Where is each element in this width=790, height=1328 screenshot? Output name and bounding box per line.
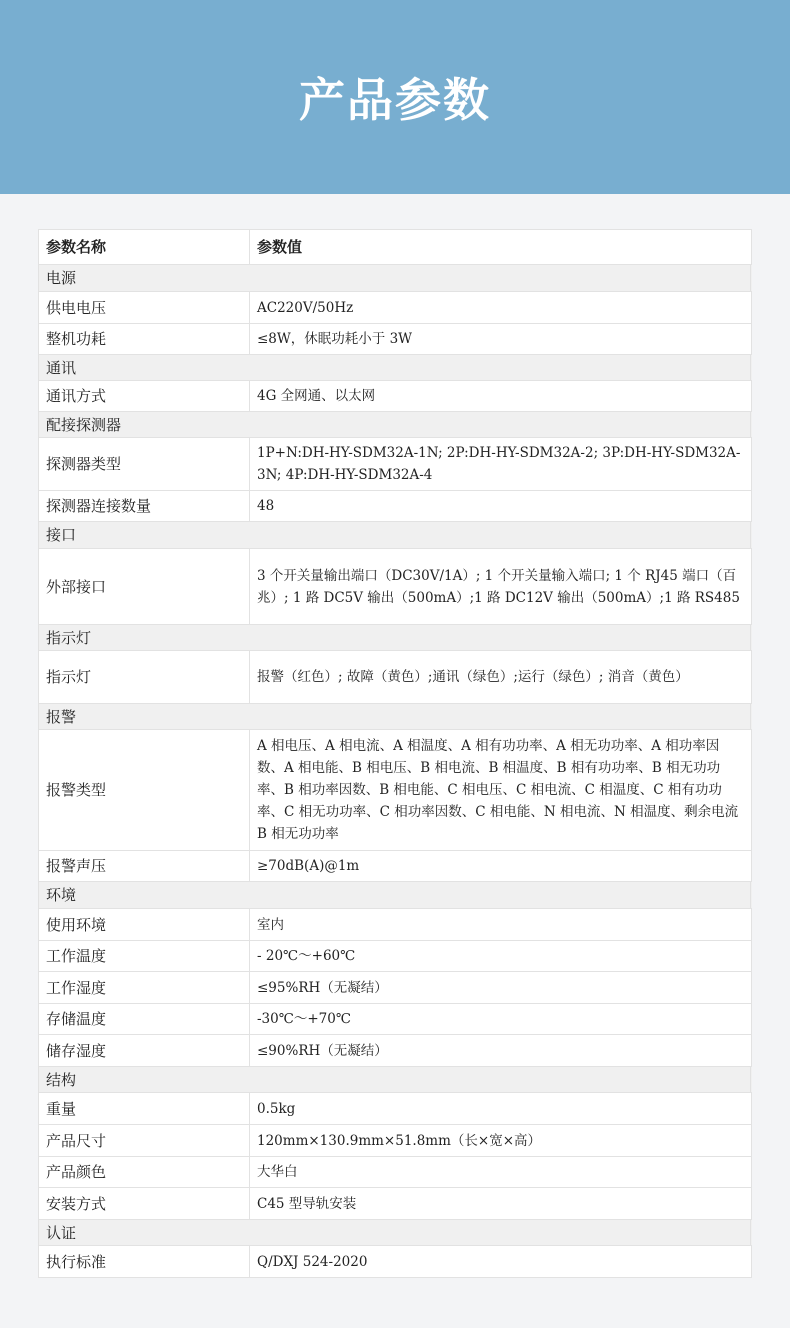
param-value: A 相电压、A 相电流、A 相温度、A 相有功功率、A 相无功功率、A 相功率因数、A 相电能、B 相电压、B 相电流、B 相温度、B 相有功功率、B 相无功功率、B 相功率因数、B 相电能、C 相电压、C 相电流、C 相温度、C 相有功功率、C 相无功功率、C 相功率因数、C 相电能、N 相电流、N 相温度、剩余电流 B 相无功功率 [250, 730, 752, 850]
param-value: ≤90%RH（无凝结） [250, 1035, 752, 1066]
param-value: 大华白 [250, 1157, 752, 1187]
table-row [39, 324, 752, 355]
section-label: 电源 [39, 265, 751, 291]
table-row [39, 909, 752, 941]
param-name: 整机功耗 [39, 324, 250, 354]
param-name: 产品颜色 [39, 1157, 250, 1187]
table-row [39, 491, 752, 522]
title-banner [0, 0, 790, 194]
section-row [39, 265, 752, 292]
table-header-row [39, 230, 752, 265]
param-name: 探测器连接数量 [39, 491, 250, 521]
param-value: 120mm×130.9mm×51.8mm（长×宽×高） [250, 1125, 752, 1156]
section-row [39, 1220, 752, 1246]
param-name: 报警声压 [39, 851, 250, 881]
table-row [39, 1157, 752, 1188]
header-value: 参数值 [250, 230, 752, 264]
param-name: 重量 [39, 1093, 250, 1124]
table-row [39, 941, 752, 972]
param-name: 安装方式 [39, 1188, 250, 1219]
section-label: 指示灯 [39, 625, 751, 650]
param-value: Q/DXJ 524-2020 [250, 1246, 752, 1277]
param-value: - 20℃～+60℃ [250, 941, 752, 971]
param-value: 报警（红色）; 故障（黄色）;通讯（绿色）;运行（绿色）; 消音（黄色） [250, 651, 752, 703]
table-row [39, 1093, 752, 1125]
table-row [39, 651, 752, 704]
section-label: 结构 [39, 1067, 751, 1092]
section-row [39, 625, 752, 651]
param-name: 探测器类型 [39, 438, 250, 490]
section-label: 报警 [39, 704, 751, 729]
section-label: 认证 [39, 1220, 751, 1245]
param-value: ≤8W，休眠功耗小于 3W [250, 324, 752, 354]
table-row [39, 1125, 752, 1157]
param-name: 通讯方式 [39, 381, 250, 411]
param-name: 存储温度 [39, 1004, 250, 1034]
section-row [39, 1067, 752, 1093]
section-row [39, 704, 752, 730]
table-row [39, 972, 752, 1004]
param-value: ≤95%RH（无凝结） [250, 972, 752, 1003]
param-value: AC220V/50Hz [250, 292, 752, 323]
param-name: 指示灯 [39, 651, 250, 703]
param-value: 0.5kg [250, 1093, 752, 1124]
table-row [39, 1004, 752, 1035]
spec-table [38, 229, 752, 1278]
param-name: 执行标准 [39, 1246, 250, 1277]
param-value: 3 个开关量输出端口（DC30V/1A）; 1 个开关量输入端口; 1 个 RJ45 端口（百兆）; 1 路 DC5V 输出（500mA）;1 路 DC12V 输出（500mA）;1 路 RS485 [250, 549, 752, 624]
section-label: 接口 [39, 522, 751, 548]
section-label: 通讯 [39, 355, 751, 380]
param-name: 报警类型 [39, 730, 250, 850]
table-row [39, 549, 752, 625]
table-row [39, 381, 752, 412]
param-value: C45 型导轨安装 [250, 1188, 752, 1219]
param-name: 产品尺寸 [39, 1125, 250, 1156]
table-row [39, 438, 752, 491]
param-value: ≥70dB(A)@1m [250, 851, 752, 881]
table-row [39, 1246, 752, 1278]
table-row [39, 1188, 752, 1220]
param-value: 1P+N:DH-HY-SDM32A-1N; 2P:DH-HY-SDM32A-2; 3P:DH-HY-SDM32A-3N; 4P:DH-HY-SDM32A-4 [250, 438, 752, 490]
table-row [39, 292, 752, 324]
table-row [39, 1035, 752, 1067]
section-row [39, 882, 752, 909]
table-row [39, 851, 752, 882]
param-name: 工作湿度 [39, 972, 250, 1003]
param-value: 48 [250, 491, 752, 521]
table-body [39, 265, 752, 1278]
page-title: 产品参数 [299, 73, 491, 127]
param-name: 外部接口 [39, 549, 250, 624]
section-row [39, 412, 752, 438]
section-row [39, 522, 752, 549]
param-value: -30℃～+70℃ [250, 1004, 752, 1034]
param-name: 使用环境 [39, 909, 250, 940]
param-name: 供电电压 [39, 292, 250, 323]
section-label: 配接探测器 [39, 412, 751, 437]
param-name: 工作温度 [39, 941, 250, 971]
section-row [39, 355, 752, 381]
table-row [39, 730, 752, 851]
header-name: 参数名称 [39, 230, 250, 264]
param-value: 4G 全网通、以太网 [250, 381, 752, 411]
param-name: 储存湿度 [39, 1035, 250, 1066]
param-value: 室内 [250, 909, 752, 940]
section-label: 环境 [39, 882, 751, 908]
